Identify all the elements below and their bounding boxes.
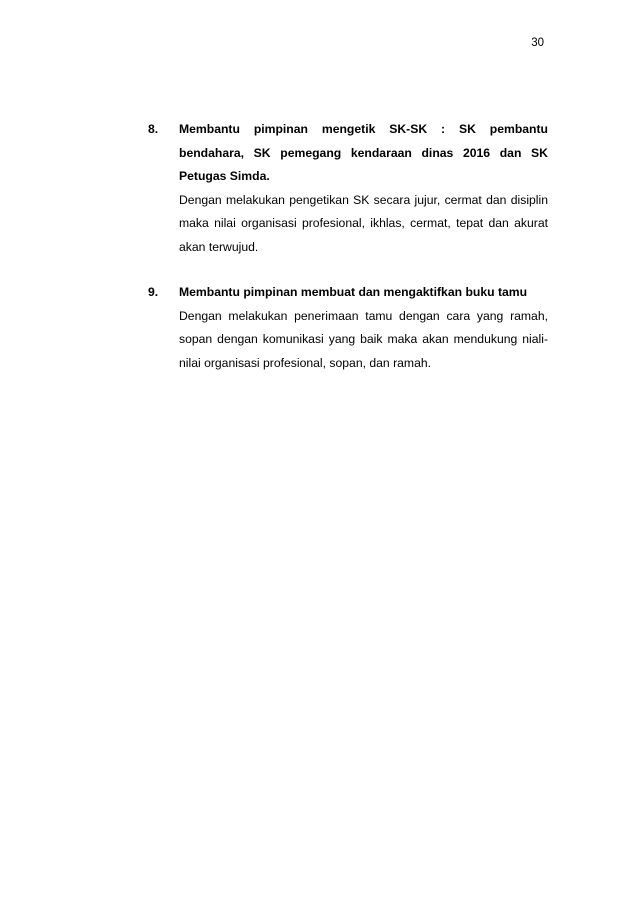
list-item-8 — [148, 118, 548, 259]
list-item-title: Membantu pimpinan membuat dan mengaktifkan buku tamu — [179, 285, 528, 299]
list-item-9 — [148, 281, 548, 375]
list-item-number: 8. — [148, 122, 159, 136]
list-item-title: Membantu pimpinan mengetik SK-SK : SK pembantu bendahara, SK pemegang kendaraan dinas 2016 dan SK Petugas Simda. — [179, 122, 548, 183]
list-item-body: Dengan melakukan pengetikan SK secara jujur, cermat dan disiplin maka nilai organisasi profesional, ikhlas, cermat, tepat dan akurat akan terwujud. — [179, 192, 548, 254]
numbered-list — [148, 118, 548, 375]
page-number: 30 — [531, 37, 544, 49]
list-item-number: 9. — [148, 285, 159, 299]
list-item-body: Dengan melakukan penerimaan tamu dengan cara yang ramah, sopan dengan komunikasi yang baik maka akan mendukung niali-nilai organisasi profesional, sopan, dan ramah. — [179, 308, 548, 370]
